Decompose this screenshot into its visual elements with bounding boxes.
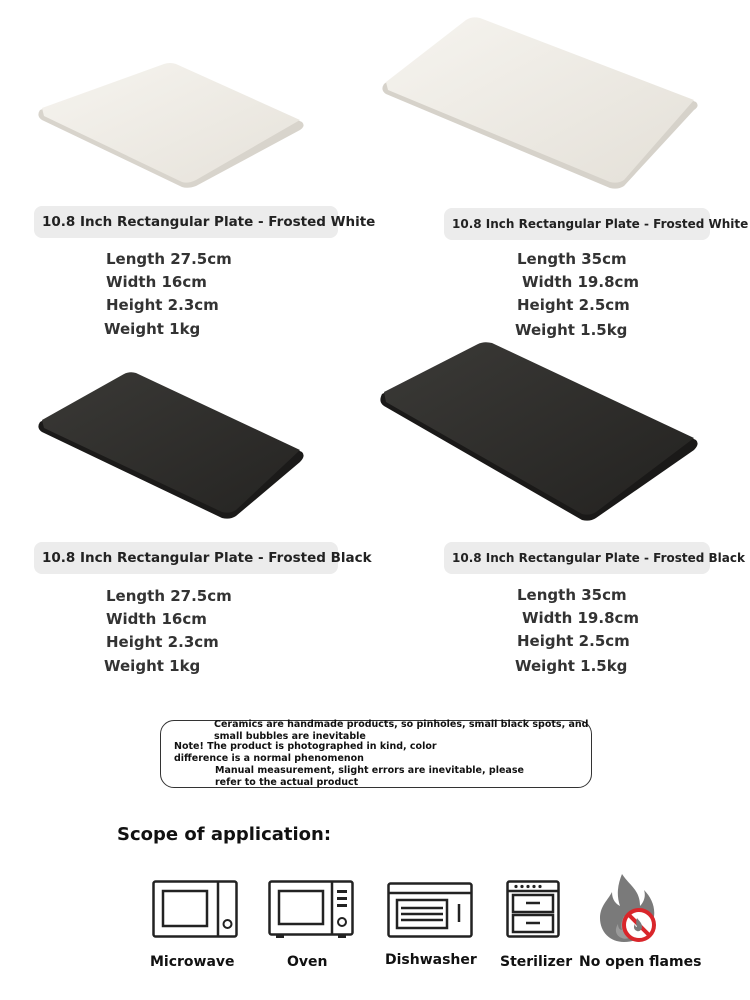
notice-line: Note! The product is photographed in kind, color: [174, 741, 437, 752]
product-label-white-large: 10.8 Inch Rectangular Plate - Frosted White: [444, 208, 710, 240]
oven-icon: [268, 880, 354, 938]
notice-line: small bubbles are inevitable: [214, 731, 366, 742]
black-plate-small-image: [36, 370, 308, 522]
scope-label-microwave: Microwave: [150, 954, 235, 970]
spec-height: Height 2.5cm: [517, 632, 630, 650]
dishwasher-icon: [387, 882, 473, 938]
notice-line: Ceramics are handmade products, so pinholes, small black spots, and: [214, 719, 589, 730]
spec-width: Width 19.8cm: [522, 273, 640, 291]
spec-width: Width 16cm: [106, 273, 207, 291]
white-plate-small-image: [36, 60, 308, 192]
notice-line: Manual measurement, slight errors are inevitable, please: [215, 765, 524, 776]
sterilizer-icon: [506, 880, 560, 940]
scope-label-oven: Oven: [287, 954, 328, 970]
black-plate-large-image: [378, 340, 702, 524]
scope-label-sterilizer: Sterilizer: [500, 954, 573, 970]
spec-weight: Weight 1.5kg: [515, 657, 628, 675]
spec-height: Height 2.3cm: [106, 296, 219, 314]
spec-weight: Weight 1kg: [104, 657, 201, 675]
product-label-black-small: 10.8 Inch Rectangular Plate - Frosted Black: [34, 542, 338, 574]
spec-width: Width 16cm: [106, 610, 207, 628]
product-label-black-large: 10.8 Inch Rectangular Plate - Frosted Black: [444, 542, 710, 574]
product-label-white-small: 10.8 Inch Rectangular Plate - Frosted White: [34, 206, 338, 238]
notice-line: difference is a normal phenomenon: [174, 753, 364, 764]
scope-label-no-open-flames: No open flames: [579, 954, 702, 970]
spec-length: Length 27.5cm: [106, 250, 232, 268]
scope-label-dishwasher: Dishwasher: [385, 952, 477, 968]
spec-length: Length 35cm: [517, 250, 627, 268]
spec-height: Height 2.5cm: [517, 296, 630, 314]
spec-width: Width 19.8cm: [522, 609, 640, 627]
spec-length: Length 27.5cm: [106, 587, 232, 605]
scope-title: Scope of application:: [117, 824, 332, 845]
notice-line: refer to the actual product: [215, 777, 359, 788]
spec-length: Length 35cm: [517, 586, 627, 604]
spec-weight: Weight 1.5kg: [515, 321, 628, 339]
spec-height: Height 2.3cm: [106, 633, 219, 651]
microwave-icon: [152, 880, 238, 938]
spec-weight: Weight 1kg: [104, 320, 201, 338]
no-flame-icon: [596, 872, 664, 944]
white-plate-large-image: [380, 14, 702, 192]
